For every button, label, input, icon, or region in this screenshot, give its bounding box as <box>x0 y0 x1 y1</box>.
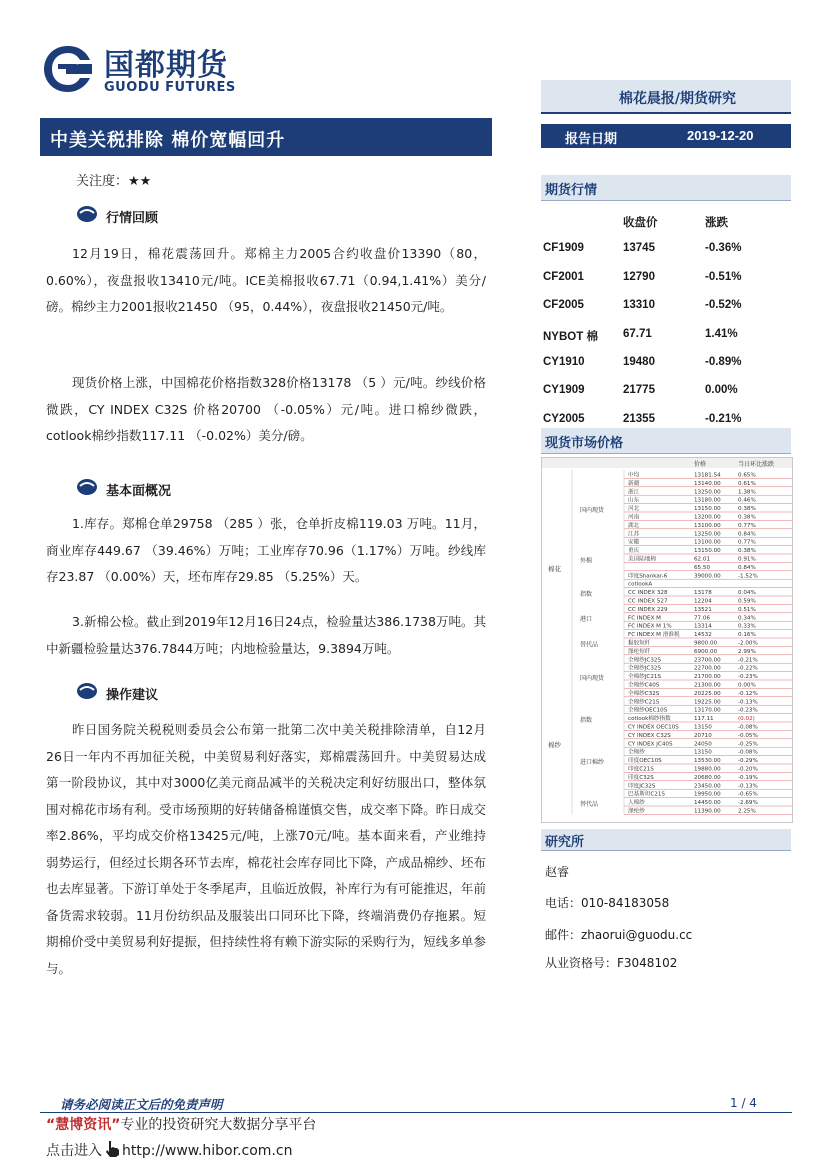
section-bullet-icon <box>76 478 98 496</box>
promo-text: 专业的投资研究大数据分享平台 <box>120 1117 317 1133</box>
spot-cell: 0.33% <box>738 623 756 630</box>
price-change: -0.51% <box>705 270 742 283</box>
spot-cell: 13100.00 <box>694 522 721 529</box>
price-change: -0.89% <box>705 355 742 368</box>
contract-name: NYBOT 棉 <box>543 330 598 343</box>
price-change: -0.36% <box>705 242 742 255</box>
spot-cell: CC INDEX 328 <box>628 590 668 597</box>
section-bullet-icon <box>76 205 98 223</box>
spot-cell: 1.38% <box>738 489 756 496</box>
spot-cell: 河南 <box>628 514 640 521</box>
spot-cell: 山东 <box>628 497 640 504</box>
spot-price-table <box>541 457 793 823</box>
section-bullet-icon <box>76 682 98 700</box>
contract-name: CF2001 <box>543 270 584 283</box>
report-title-bar <box>40 118 492 156</box>
spot-cell: 23700.00 <box>694 657 721 664</box>
page-number: 1 / 4 <box>730 1096 757 1110</box>
spot-cell: CY INDEX C32S <box>628 732 671 739</box>
spot-title: 现货市场价格 <box>545 436 624 451</box>
spot-cell: 20680.00 <box>694 774 721 781</box>
spot-cell: 21300.00 <box>694 682 721 689</box>
spot-cell: 0.38% <box>738 514 756 521</box>
spot-cell: 0.61% <box>738 480 756 487</box>
spot-cell: 9800.00 <box>694 640 718 647</box>
spot-cell: 涤纶短纤 <box>628 648 651 655</box>
pointing-hand-icon <box>104 1140 120 1158</box>
spot-header-cell: 价格 <box>694 461 707 468</box>
spot-cell: 0.34% <box>738 615 756 622</box>
spot-cell: 全棉纱C21S <box>628 699 660 706</box>
col-change-header: 涨跌 <box>705 217 728 229</box>
spot-cell: 0.04% <box>738 590 756 597</box>
spot-cell: 13314 <box>694 623 712 630</box>
contract-name: CY1909 <box>543 384 585 397</box>
price-change: 1.41% <box>705 327 738 340</box>
spot-cell: 19950.00 <box>694 791 721 798</box>
spot-cell: 0.46% <box>738 497 756 504</box>
spot-cell: 20710 <box>694 732 712 739</box>
spot-cell: 安徽 <box>628 539 640 546</box>
spot-sub-label: 替代品 <box>580 801 599 808</box>
report-date-label: 报告日期 <box>565 132 618 147</box>
spot-cell: 13150.00 <box>694 506 721 513</box>
promo-brand: “慧博资讯” <box>46 1117 121 1133</box>
analyst-email[interactable]: 邮件：zhaorui@guodu.cc <box>545 928 693 942</box>
spot-sub-label: 进口棉纱 <box>580 759 605 766</box>
footer-divider <box>40 1112 792 1113</box>
spot-cell: 12204 <box>694 598 712 605</box>
promo-url[interactable]: http://www.hibor.com.cn <box>122 1143 293 1159</box>
spot-cell: 江苏 <box>628 531 640 538</box>
spot-cell: 13140.00 <box>694 480 721 487</box>
spot-cell: FC INDEX M 1% <box>628 623 672 630</box>
table-row <box>541 236 791 264</box>
spot-cell: -0.13% <box>738 783 758 790</box>
spot-group-label: 棉纱 <box>548 741 561 750</box>
spot-cell: 湖北 <box>628 522 640 529</box>
research-title: 研究所 <box>545 835 585 850</box>
spot-cell: 13530.00 <box>694 758 721 765</box>
spot-cell: -0.20% <box>738 766 758 773</box>
price-change: -0.52% <box>705 299 742 312</box>
spot-cell: 0.51% <box>738 606 756 613</box>
spot-cell: 全棉纱 <box>628 749 645 756</box>
spot-cell: 0.91% <box>738 556 756 563</box>
spot-cell: 0.59% <box>738 598 756 605</box>
spot-cell: 77.06 <box>694 615 711 622</box>
analyst-name: 赵睿 <box>545 865 570 879</box>
spot-group-label: 棉花 <box>548 564 561 573</box>
spot-cell: CY INDEX JC40S <box>628 741 673 748</box>
spot-cell: 19225.00 <box>694 699 721 706</box>
attention-rating: 关注度：★★ <box>76 174 152 189</box>
spot-cell: 印度C21S <box>628 766 654 773</box>
close-price: 21775 <box>623 384 655 397</box>
spot-cell: 13521 <box>694 606 712 613</box>
section-title: 基本面概况 <box>106 484 172 499</box>
advice-paragraph: 昨日国务院关税税则委员会公布第一批第二次中美关税排除清单，自12月26日一年内不再加征关税，中美贸易利好落实，郑棉震荡回升。中美贸易达成第一阶段协议，其中对3000亿美元商品减半的关税决定利好纺服出口，整体氛围对棉花市场有利。受市场预期的好转储备棉谨慎交售，成交率下降。昨日成交率2.86%，平均成交价格13425元/吨，上涨70元/吨。基本面来看，产业维持弱势运行，但经过长期各环节去库，棉花社会库存同比下降，产成品棉纱、坯布也去库显著。下游订单处于冬季尾声，且临近放假，补库行为有可能推迟，年前备货需求较弱。11月份纺织品及服装出口同环比下降，终端消费仍存拖累。短期棉价受中美贸易利好提振，但持续性将有赖下游实际的采购行为，短线多单参与。 <box>46 722 486 976</box>
spot-cell: -0.08% <box>738 749 758 756</box>
fundamentals-paragraph-2: 3.新棉公检。截止到2019年12月16日24点，检验量达386.1738万吨。其中新疆检验量达376.7844万吨；内地检验量达，9.3894万吨。 <box>46 614 486 656</box>
close-price: 19480 <box>623 355 655 368</box>
contract-name: CY2005 <box>543 412 585 425</box>
spot-cell: 13250.00 <box>694 531 721 538</box>
spot-cell: 13200.00 <box>694 514 721 521</box>
spot-cell: 全棉纱C32S <box>628 690 660 697</box>
spot-cell: 印度OEC10S <box>628 758 662 765</box>
spot-cell: (0.02) <box>738 716 755 723</box>
table-row <box>541 378 791 406</box>
spot-cell: 117.11 <box>694 716 714 723</box>
spot-cell: 11390.00 <box>694 808 721 815</box>
contract-name: CF1909 <box>543 242 584 255</box>
spot-cell: 62.01 <box>694 556 711 563</box>
spot-cell: 13150.00 <box>694 548 721 555</box>
spot-cell: 2.99% <box>738 648 756 655</box>
table-row <box>541 350 791 378</box>
spot-cell: 13170.00 <box>694 707 721 714</box>
spot-cell: 0.77% <box>738 539 756 546</box>
spot-cell: 6900.00 <box>694 648 718 655</box>
logo-cn-text: 国都期货 <box>104 48 228 83</box>
spot-sub-label: 国内现货 <box>580 675 605 682</box>
spot-cell: 13250.00 <box>694 489 721 496</box>
spot-cell: FC INDEX M 滑准税 <box>628 632 680 639</box>
spot-cell: cotlookA <box>628 581 653 588</box>
spot-cell: 印度Shankar-6 <box>628 573 668 580</box>
spot-cell: -1.52% <box>738 573 758 580</box>
logo-mark-icon <box>40 42 96 96</box>
spot-cell: -0.13% <box>738 699 758 706</box>
close-price: 21355 <box>623 412 655 425</box>
spot-cell: 印度C32S <box>628 774 654 781</box>
spot-sub-label: 外棉 <box>580 557 593 565</box>
analyst-license: 从业资格号：F3048102 <box>545 956 678 970</box>
contract-name: CY1910 <box>543 355 585 368</box>
company-logo <box>40 40 250 100</box>
spot-cell: 中均 <box>628 472 640 479</box>
spot-cell: 河北 <box>628 506 640 513</box>
spot-cell: -2.00% <box>738 640 758 647</box>
report-type-label: 棉花晨报/期货研究 <box>618 91 736 107</box>
spot-cell: 0.00% <box>738 682 756 689</box>
spot-cell: 印度JC32S <box>628 783 656 790</box>
spot-cell: 全棉纱OEC10S <box>628 707 668 714</box>
spot-cell: 人棉纱 <box>628 800 645 807</box>
close-price: 13745 <box>623 242 655 255</box>
spot-cell: 24050 <box>694 741 712 748</box>
spot-cell: 美国陆地棉 <box>628 556 656 563</box>
table-row <box>541 293 791 321</box>
spot-cell: 13100.00 <box>694 539 721 546</box>
spot-cell: 重庆 <box>628 548 640 555</box>
futures-table <box>541 208 791 435</box>
market-review-paragraph-2: 现货价格上涨，中国棉花价格指数328价格13178 （5 ）元/吨。纱线价格微跌，CY INDEX C32S 价格20700 （-0.05%）元/吨。进口棉纱微跌，cotlook棉纱指数117.11 （-0.02%）美分/磅。 <box>46 375 486 443</box>
logo-en-text: GUODU FUTURES <box>104 80 236 95</box>
contract-name: CF2005 <box>543 299 584 312</box>
spot-cell: 全棉纱C40S <box>628 682 660 689</box>
report-date-bar <box>541 124 791 148</box>
analyst-phone: 电话：010-84183058 <box>545 896 670 910</box>
spot-cell: 19880.00 <box>694 766 721 773</box>
spot-cell: FC INDEX M <box>628 615 662 622</box>
futures-table-header <box>541 208 791 236</box>
spot-price-grid <box>542 458 792 822</box>
research-contact <box>541 829 791 851</box>
spot-cell: 巴基斯坦C21S <box>628 791 665 798</box>
spot-cell: 0.65% <box>738 472 756 479</box>
spot-cell: 0.77% <box>738 522 756 529</box>
spot-cell: 13178 <box>694 590 712 597</box>
spot-sub-label: 指数 <box>580 717 593 724</box>
report-date-value: 2019-12-20 <box>687 128 754 143</box>
spot-header-cell: 当日环比涨跌 <box>738 461 775 468</box>
promo-enter-text: 点击进入 <box>46 1143 102 1159</box>
spot-cell: 20225.00 <box>694 690 721 697</box>
price-change: 0.00% <box>705 384 738 397</box>
spot-cell: -0.23% <box>738 707 758 714</box>
spot-cell: 13181.54 <box>694 472 721 479</box>
futures-section-header <box>541 175 791 201</box>
spot-cell: 新疆 <box>628 480 640 487</box>
spot-cell: -0.05% <box>738 732 758 739</box>
futures-title: 期货行情 <box>545 183 598 198</box>
spot-cell: 65.50 <box>694 564 711 571</box>
promo-line-1 <box>46 1114 316 1134</box>
market-review-paragraph-1: 12月19日，棉花震荡回升。郑棉主力2005合约收盘价13390（80，0.60%），夜盘报收13410元/吨。ICE美棉报收67.71（0.94,1.41%）美分/磅。棉纱主力2001报收21450 （95，0.44%），夜盘报收21450元/吨。 <box>46 246 486 314</box>
spot-section-header <box>541 428 791 454</box>
price-change: -0.21% <box>705 412 742 425</box>
spot-cell: -0.08% <box>738 724 758 731</box>
spot-cell: 全棉纱JC21S <box>628 674 662 681</box>
spot-cell: 浙江 <box>628 489 640 496</box>
spot-cell: 22700.00 <box>694 665 721 672</box>
close-price: 12790 <box>623 270 655 283</box>
col-close-header: 收盘价 <box>623 217 658 229</box>
spot-cell: 0.38% <box>738 506 756 513</box>
spot-cell: -0.29% <box>738 758 758 765</box>
spot-cell: -2.69% <box>738 800 758 807</box>
spot-cell: -0.25% <box>738 741 758 748</box>
spot-sub-label: 指数 <box>580 591 593 598</box>
spot-cell: 0.38% <box>738 548 756 555</box>
spot-cell: 13150 <box>694 749 712 756</box>
spot-cell: 21700.00 <box>694 674 721 681</box>
spot-cell: CY INDEX OEC10S <box>628 724 679 731</box>
spot-cell: 全棉纱JC32S <box>628 665 662 672</box>
fundamentals-paragraph-1: 1.库存。郑棉仓单29758 （285 ）张，仓单折皮棉119.03 万吨。11月，商业库存449.67 （39.46%）万吨；工业库存70.96（1.17%）万吨。纱线库存23.87 （0.00%）天，坯布库存29.85 （5.25%）天。 <box>46 516 486 584</box>
spot-cell: cotlook棉纱指数 <box>628 716 671 723</box>
disclaimer-link[interactable]: 请务必阅读正文后的免责声明 <box>60 1097 223 1112</box>
spot-cell: -0.22% <box>738 665 758 672</box>
spot-cell: 涤纶纱 <box>628 808 645 815</box>
spot-cell: 0.16% <box>738 632 756 639</box>
report-title: 中美关税排除 棉价宽幅回升 <box>50 130 286 151</box>
table-row <box>541 265 791 293</box>
table-row <box>541 322 791 350</box>
spot-sub-label: 替代品 <box>580 641 599 649</box>
spot-cell: 23450.00 <box>694 783 721 790</box>
promo-line-2[interactable] <box>46 1140 292 1160</box>
spot-cell: 黏胶短纤 <box>628 640 651 647</box>
section-title: 操作建议 <box>106 688 159 703</box>
spot-cell: CC INDEX 229 <box>628 606 668 613</box>
spot-sub-label: 国内现货 <box>580 507 605 514</box>
spot-cell: 全棉纱JC32S <box>628 657 662 664</box>
spot-cell: 0.84% <box>738 531 756 538</box>
spot-cell: 0.84% <box>738 564 756 571</box>
section-title: 行情回顾 <box>106 211 159 226</box>
spot-sub-label: 港口 <box>580 616 593 624</box>
spot-cell: 13180.00 <box>694 497 721 504</box>
spot-cell: -0.23% <box>738 674 758 681</box>
spot-cell: 14450.00 <box>694 800 721 807</box>
research-header <box>541 829 791 851</box>
spot-cell: 39000.00 <box>694 573 721 580</box>
report-type-banner <box>541 80 791 114</box>
spot-cell: 13150 <box>694 724 712 731</box>
close-price: 13310 <box>623 299 655 312</box>
spot-cell: -0.19% <box>738 774 758 781</box>
spot-cell: 2.25% <box>738 808 756 815</box>
spot-cell: -0.12% <box>738 690 758 697</box>
spot-cell: -0.65% <box>738 791 758 798</box>
spot-cell: 14532 <box>694 632 712 639</box>
spot-cell: -0.21% <box>738 657 758 664</box>
close-price: 67.71 <box>623 327 652 340</box>
spot-cell: CC INDEX 527 <box>628 598 668 605</box>
